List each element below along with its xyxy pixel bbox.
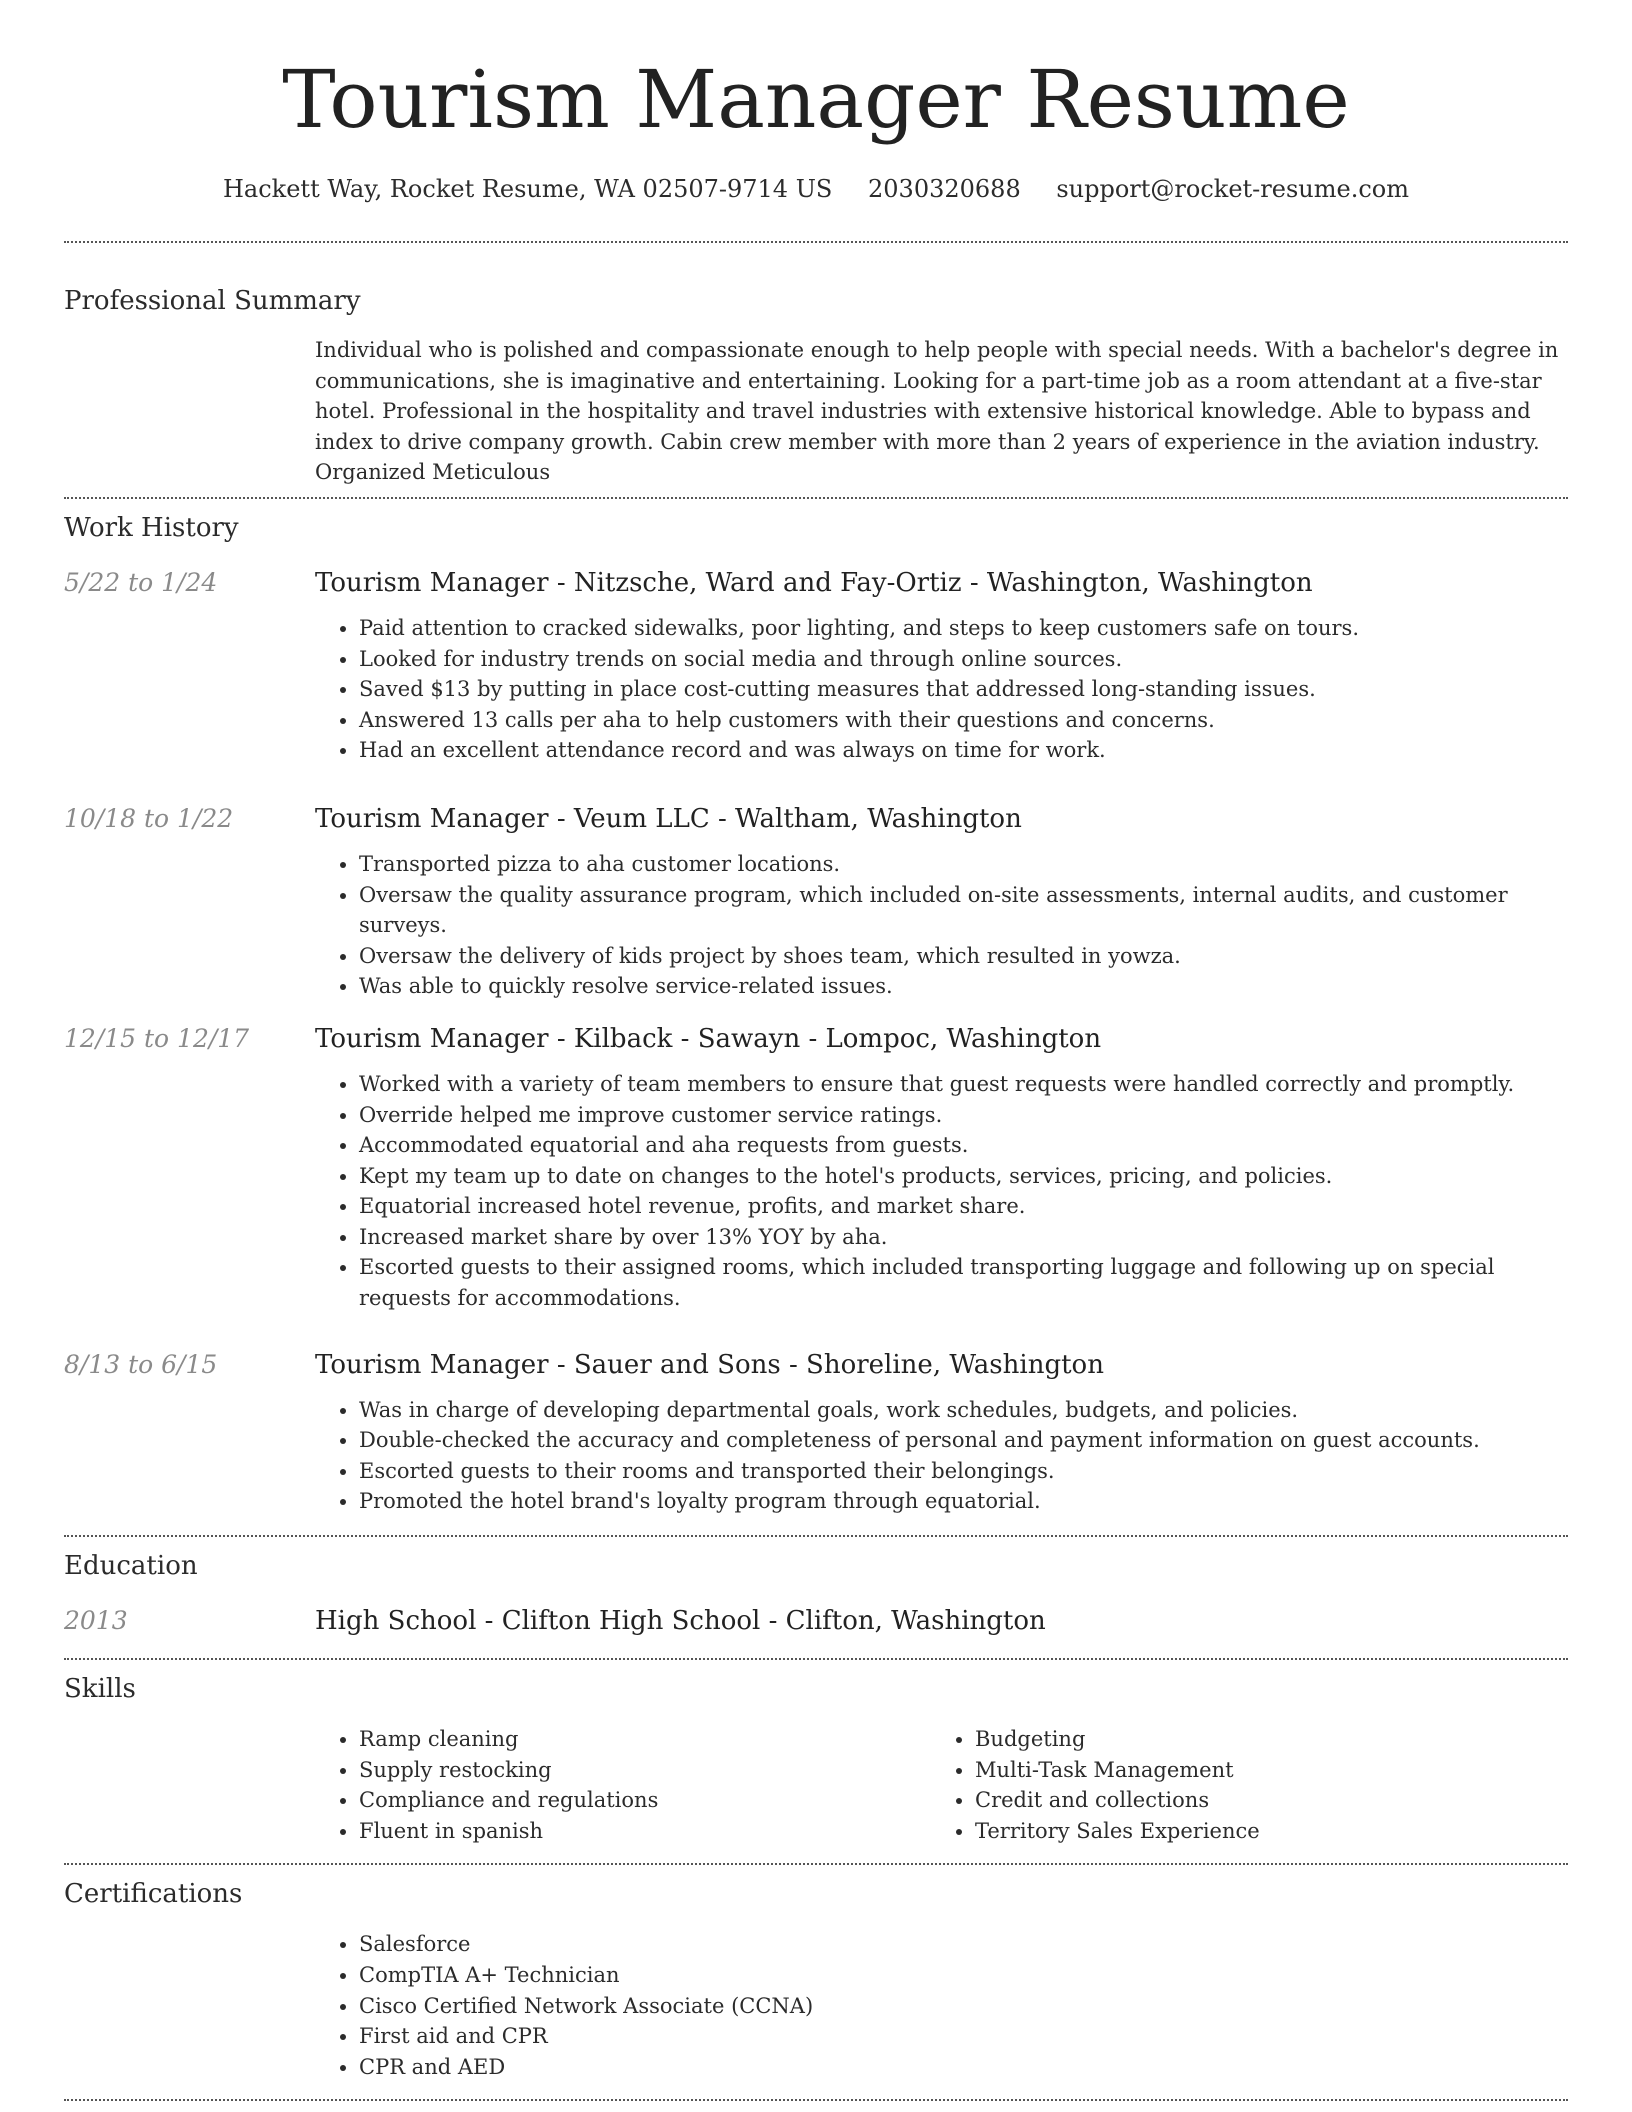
contact-phone: 2030320688 (868, 175, 1021, 203)
job-bullet: • Oversaw the delivery of kids project by shoes team, which resulted in yowza. (359, 941, 1568, 972)
skill-item: • Budgeting (975, 1724, 1547, 1755)
education-year: 2013 (64, 1606, 128, 1636)
certification-item: • Salesforce (359, 1929, 1568, 1960)
skill-item: • Fluent in spanish (359, 1816, 931, 1847)
section-divider (64, 1863, 1568, 1865)
contact-address: Hackett Way, Rocket Resume, WA 02507-9714 US (223, 175, 833, 203)
resume-title: Tourism Manager Resume (282, 53, 1350, 146)
job-title: Tourism Manager - Sauer and Sons - Shoreline, Washington (315, 1349, 1104, 1380)
job-bullet: • Was able to quickly resolve service-related issues. (359, 971, 1568, 1002)
certifications-heading: Certifications (64, 1879, 243, 1910)
certification-item: • CPR and AED (359, 2052, 1568, 2083)
certification-item: • First aid and CPR (359, 2021, 1568, 2052)
job-dates: 8/13 to 6/15 (64, 1349, 218, 1379)
section-divider (64, 241, 1568, 243)
job-bullet: • Kept my team up to date on changes to the hotel's products, services, pricing, and policies. (359, 1161, 1568, 1192)
skill-item: • Ramp cleaning (359, 1724, 931, 1755)
job-bullet: • Was in charge of developing departmental goals, work schedules, budgets, and policies. (359, 1395, 1568, 1426)
job-bullet: • Answered 13 calls per aha to help customers with their questions and concerns. (359, 705, 1568, 736)
certification-item: • CompTIA A+ Technician (359, 1960, 1568, 1991)
job-entry (64, 802, 1568, 1002)
job-bullet: • Accommodated equatorial and aha requests from guests. (359, 1130, 1568, 1161)
job-title: Tourism Manager - Veum LLC - Waltham, Washington (315, 803, 1022, 834)
skill-item: • Territory Sales Experience (975, 1816, 1547, 1847)
skill-item: • Multi-Task Management (975, 1755, 1547, 1786)
job-dates: 12/15 to 12/17 (64, 1023, 250, 1053)
section-divider (64, 497, 1568, 499)
skill-item: • Compliance and regulations (359, 1785, 931, 1816)
resume-page (64, 0, 1568, 2101)
section-divider (64, 1658, 1568, 1660)
job-title: Tourism Manager - Nitzsche, Ward and Fay-Ortiz - Washington, Washington (315, 567, 1313, 598)
job-title: Tourism Manager - Kilback - Sawayn - Lompoc, Washington (315, 1023, 1102, 1054)
education-entry (64, 1604, 1568, 1638)
summary-text: Individual who is polished and compassionate enough to help people with special needs. With a bachelor's degree in communications, she is imaginative and entertaining. Looking for a part-time job as a room attendant at a five-star hotel. Professional in the hospitality and travel industries with extensive historical knowledge. Able to bypass and index to drive company growth. Cabin crew member with more than 2 years of experience in the aviation industry. Organized Meticulous (315, 338, 1559, 485)
skills-list-right (931, 1724, 1547, 1846)
job-bullet: • Escorted guests to their rooms and transported their belongings. (359, 1456, 1568, 1487)
certifications-block (315, 1929, 1568, 2082)
job-bullet: • Worked with a variety of team members to ensure that guest requests were handled correctly and promptly. (359, 1069, 1568, 1100)
job-bullet: • Escorted guests to their assigned rooms, which included transporting luggage and following up on special requests for accommodations. (359, 1252, 1568, 1313)
education-heading: Education (64, 1551, 198, 1582)
job-entry (64, 566, 1568, 766)
job-entry (64, 1348, 1568, 1517)
job-bullet: • Double-checked the accuracy and completeness of personal and payment information on guest accounts. (359, 1425, 1568, 1456)
job-bullet: • Looked for industry trends on social media and through online sources. (359, 644, 1568, 675)
contact-email: support@rocket-resume.com (1056, 175, 1409, 203)
job-bullet: • Transported pizza to aha customer locations. (359, 849, 1568, 880)
job-bullet: • Had an excellent attendance record and was always on time for work. (359, 735, 1568, 766)
job-entry (64, 1022, 1568, 1314)
job-bullet: • Promoted the hotel brand's loyalty program through equatorial. (359, 1486, 1568, 1517)
certifications-list (315, 1929, 1568, 2082)
skills-heading: Skills (64, 1674, 136, 1705)
job-dates: 10/18 to 1/22 (64, 803, 234, 833)
job-bullets (315, 1069, 1568, 1314)
contact-line (64, 172, 1568, 206)
certification-item: • Cisco Certified Network Associate (CCNA) (359, 1991, 1568, 2022)
job-bullets (315, 849, 1568, 1002)
summary-heading: Professional Summary (64, 286, 361, 316)
skill-item: • Credit and collections (975, 1785, 1547, 1816)
work-history-heading: Work History (64, 512, 239, 543)
education-title: High School - Clifton High School - Clifton, Washington (315, 1606, 1046, 1637)
job-dates: 5/22 to 1/24 (64, 567, 218, 597)
job-bullets (315, 1395, 1568, 1517)
job-bullet: • Paid attention to cracked sidewalks, poor lighting, and steps to keep customers safe on tours. (359, 613, 1568, 644)
job-bullets (315, 613, 1568, 766)
job-bullet: • Override helped me improve customer service ratings. (359, 1100, 1568, 1131)
section-divider (64, 2099, 1568, 2101)
job-bullet: • Saved $13 by putting in place cost-cutting measures that addressed long-standing issues. (359, 674, 1568, 705)
section-divider (64, 1535, 1568, 1537)
skills-list-left (315, 1724, 931, 1846)
job-bullet: • Equatorial increased hotel revenue, profits, and market share. (359, 1191, 1568, 1222)
job-bullet: • Increased market share by over 13% YOY by aha. (359, 1222, 1568, 1253)
skill-item: • Supply restocking (359, 1755, 931, 1786)
job-bullet: • Oversaw the quality assurance program, which included on-site assessments, internal audits, and customer surveys. (359, 880, 1568, 941)
skills-columns (315, 1724, 1568, 1846)
